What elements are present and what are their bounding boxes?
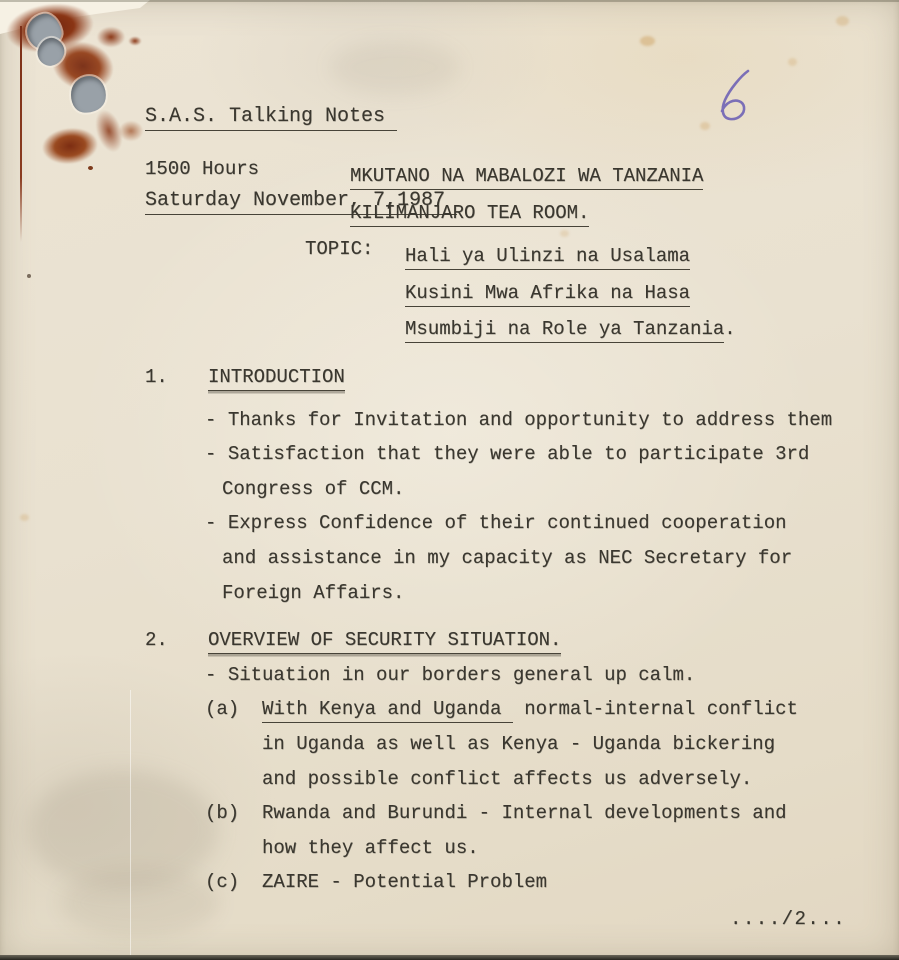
section-heading: OVERVIEW OF SECURITY SITUATION. xyxy=(208,629,561,654)
text: Foreign Affairs. xyxy=(222,581,405,604)
section xyxy=(145,360,860,610)
list-marker: - xyxy=(205,408,228,431)
doc-title: S.A.S. Talking Notes xyxy=(145,105,397,131)
foxing-spot xyxy=(20,514,29,521)
underlined-text: With Kenya and Uganda xyxy=(262,698,513,723)
rust-stain xyxy=(118,120,144,142)
underlined-text: Hali ya Ulinzi na Usalama xyxy=(405,245,690,270)
list-item xyxy=(205,437,860,506)
text: Rwanda and Burundi - Internal developments and xyxy=(262,802,787,825)
foxing-spot xyxy=(700,122,710,130)
foxing-spot xyxy=(788,58,797,66)
section-number: 1. xyxy=(145,366,168,388)
text: Congress of CCM. xyxy=(222,477,405,500)
fold-crease xyxy=(130,690,131,958)
page-continuation xyxy=(730,908,846,930)
document-sections xyxy=(145,360,860,900)
section-heading: INTRODUCTION xyxy=(208,366,345,391)
text: Satisfaction that they were able to participate 3rd xyxy=(227,443,810,466)
list-marker: (a) xyxy=(205,698,263,721)
document-line xyxy=(405,238,736,275)
rust-speck xyxy=(88,166,93,170)
rust-stain xyxy=(96,26,126,48)
section-heading-row xyxy=(145,623,860,658)
doc-date: Saturday November, 7,1987 xyxy=(145,189,457,215)
list-item xyxy=(205,403,860,438)
section-heading-row xyxy=(145,360,860,395)
list-item xyxy=(205,865,860,900)
list-marker: (b) xyxy=(205,802,263,825)
underlined-text: Msumbiji na Role ya Tanzania xyxy=(405,318,724,343)
list-marker: - xyxy=(205,443,228,466)
topic-block xyxy=(305,238,736,348)
list-item xyxy=(205,658,860,693)
topic-label: TOPIC: xyxy=(305,238,374,260)
section-items xyxy=(205,403,860,611)
section-number: 2. xyxy=(145,629,168,652)
text: ZAIRE - Potential Problem xyxy=(262,871,548,894)
session-title xyxy=(350,158,703,232)
ink-speck xyxy=(27,274,31,278)
underlined-text: MKUTANO NA MABALOZI WA TANZANIA xyxy=(350,165,703,190)
list-item xyxy=(205,506,860,610)
text: how they affect us. xyxy=(262,836,479,859)
document-line xyxy=(405,275,736,312)
paper-top-edge xyxy=(0,0,899,2)
text: and possible conflict affects us adversely. xyxy=(262,767,753,790)
rust-stain xyxy=(128,36,142,46)
rust-streak-line xyxy=(20,26,22,242)
section xyxy=(145,623,860,900)
document-line xyxy=(405,311,736,348)
text: Thanks for Invitation and opportunity to address them xyxy=(227,408,833,431)
page-continuation-text: ..../2... xyxy=(730,908,847,930)
foxing-spot xyxy=(836,16,849,26)
text: normal-internal conflict xyxy=(512,698,798,721)
topic-lines xyxy=(405,238,736,348)
text: in Uganda as well as Kenya - Uganda bickering xyxy=(262,732,776,755)
list-marker: - xyxy=(205,512,228,535)
session-time: 1500 Hours xyxy=(145,158,260,180)
text: . xyxy=(724,318,736,340)
document-line xyxy=(350,158,703,195)
handwritten-page-number xyxy=(710,66,766,128)
underlined-text: Kusini Mwa Afrika na Hasa xyxy=(405,282,690,307)
text: Express Confidence of their continued cooperation xyxy=(227,512,787,535)
text: Situation in our borders general up calm. xyxy=(227,663,696,686)
list-item xyxy=(205,692,860,796)
foxing-spot xyxy=(640,36,655,46)
list-marker: - xyxy=(205,663,228,686)
document-title-line xyxy=(145,98,457,135)
section-items xyxy=(205,658,860,900)
rust-stain xyxy=(40,125,99,167)
text: and assistance in my capacity as NEC Secretary for xyxy=(222,546,793,569)
session-block xyxy=(145,158,703,232)
list-marker: (c) xyxy=(205,871,263,894)
document-line xyxy=(350,195,703,232)
paper-bottom-edge xyxy=(0,955,899,960)
list-item xyxy=(205,796,860,865)
underlined-text: KILIMANJARO TEA ROOM. xyxy=(350,202,589,227)
